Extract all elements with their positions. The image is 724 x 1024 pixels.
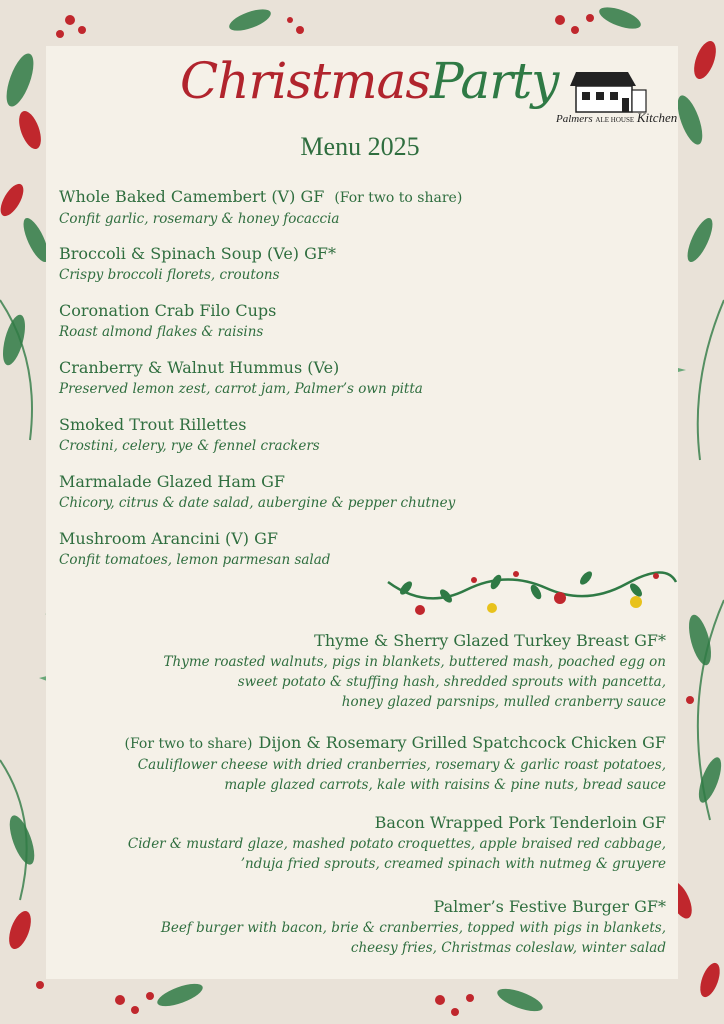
starter-item — [59, 186, 619, 229]
dish-name: Whole Baked Camembert (V) GF — [59, 187, 325, 206]
dish-description — [106, 918, 666, 958]
dish-name: Broccoli & Spinach Soup (Ve) GF* — [59, 244, 336, 263]
starter-item — [59, 414, 619, 456]
dish-name: Mushroom Arancini (V) GF — [59, 529, 279, 548]
garland-divider — [386, 560, 678, 620]
description-line: maple glazed carrots, kale with raisins & pine nuts, bread sauce — [224, 777, 666, 793]
main-item — [106, 812, 666, 874]
dish-name: Smoked Trout Rillettes — [59, 415, 247, 434]
dish-name: Palmer’s Festive Burger GF* — [433, 897, 666, 916]
starter-item — [59, 357, 619, 399]
dish-name: Coronation Crab Filo Cups — [59, 301, 277, 320]
starter-item — [59, 471, 619, 513]
description-line: sweet potato & stuffing hash, shredded sprouts with pancetta, — [237, 674, 666, 690]
dish-note: (For two to share) — [124, 736, 253, 752]
pub-logo-text — [556, 110, 678, 126]
dish-name: Dijon & Rosemary Grilled Spatchcock Chicken GF — [258, 733, 666, 752]
title-party: Party — [429, 52, 559, 110]
dish-description: Chicory, citrus & date salad, aubergine & pepper chutney — [59, 495, 456, 511]
dish-description: Crispy broccoli florets, croutons — [59, 267, 280, 283]
starter-item — [59, 243, 619, 285]
main-item — [106, 896, 666, 958]
dish-description — [66, 755, 666, 795]
logo-text-left: Palmers — [556, 113, 593, 125]
description-line: honey glazed parsnips, mulled cranberry sauce — [341, 694, 666, 710]
dish-description: Preserved lemon zest, carrot jam, Palmer’s own pitta — [59, 381, 423, 397]
dish-name: Cranberry & Walnut Hummus (Ve) — [59, 358, 340, 377]
description-line: ’nduja fried sprouts, creamed spinach with nutmeg & gruyere — [240, 856, 666, 872]
dish-description: Roast almond flakes & raisins — [59, 324, 264, 340]
menu-subtitle: Menu 2025 — [300, 132, 420, 161]
starter-item — [59, 300, 619, 342]
dish-description: Confit tomatoes, lemon parmesan salad — [59, 552, 331, 568]
logo-text-right: Kitchen — [636, 110, 678, 125]
page-title — [180, 52, 559, 110]
dish-description — [106, 834, 666, 874]
description-line: Cider & mustard glaze, mashed potato croquettes, apple braised red cabbage, — [127, 836, 666, 852]
logo-text-mid: ALE HOUSE — [595, 116, 635, 124]
dish-description: Crostini, celery, rye & fennel crackers — [59, 438, 320, 454]
description-line: Thyme roasted walnuts, pigs in blankets, buttered mash, poached egg on — [163, 654, 666, 670]
description-line: cheesy fries, Christmas coleslaw, winter salad — [350, 940, 666, 956]
dish-name: Thyme & Sherry Glazed Turkey Breast GF* — [314, 631, 666, 650]
dish-name: Bacon Wrapped Pork Tenderloin GF — [374, 813, 666, 832]
description-line: Cauliflower cheese with dried cranberries, rosemary & garlic roast potatoes, — [137, 757, 666, 773]
description-line: Beef burger with bacon, brie & cranberries, topped with pigs in blankets, — [160, 920, 666, 936]
title-christmas: Christmas — [180, 52, 430, 110]
main-item — [106, 630, 666, 712]
main-item — [66, 732, 666, 795]
dish-description — [106, 652, 666, 712]
dish-description: Confit garlic, rosemary & honey focaccia — [59, 211, 340, 227]
dish-note: (For two to share) — [334, 190, 463, 206]
dish-name: Marmalade Glazed Ham GF — [59, 472, 286, 491]
